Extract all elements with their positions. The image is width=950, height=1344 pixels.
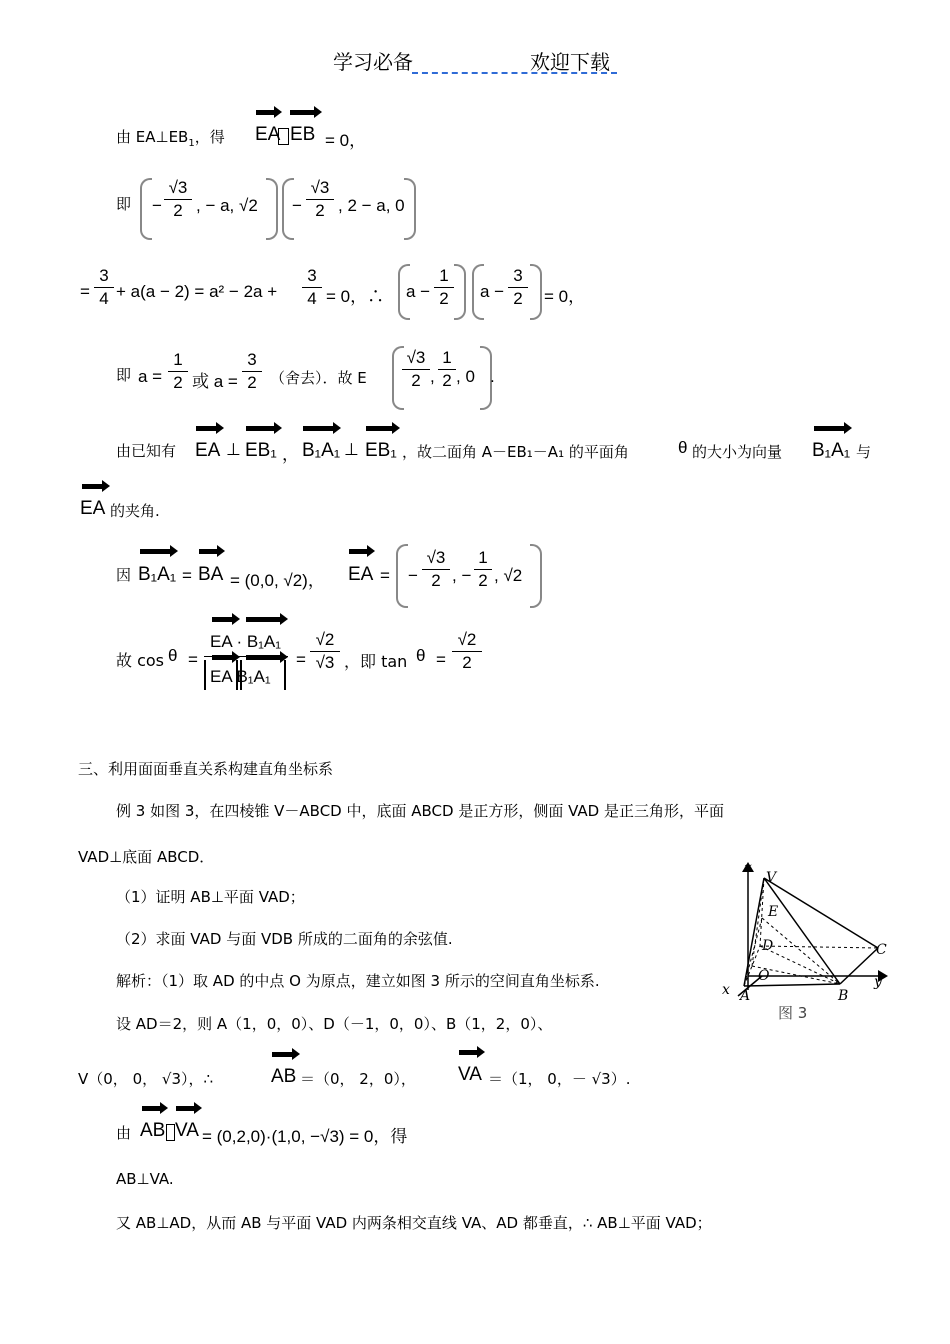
sol4-tail: = (0,2,0)·(1,0, −√3) = 0，得 [202, 1127, 408, 1146]
l5-comma: ， [282, 445, 299, 464]
l6-vec: EA [80, 498, 106, 519]
figure-caption: 图 3 [778, 1004, 808, 1022]
l4-frac1: 1 2 [168, 350, 188, 393]
l7-m: − [408, 566, 418, 585]
l5-perp1: ⊥ [226, 440, 241, 459]
paren-right [530, 544, 542, 608]
l7-vec3: EA [348, 564, 374, 585]
l7-eq2: = [380, 566, 390, 585]
l7-frac1: √3 2 [422, 548, 450, 591]
l4-frac3: √3 2 [402, 348, 430, 391]
l8-den: EA B₁A₁ [210, 667, 271, 686]
vector-arrow [459, 1050, 479, 1055]
comma: , [430, 367, 435, 386]
l5-vec3: B₁A₁ [302, 440, 341, 461]
label-x: x [722, 982, 730, 998]
l3-frac4: 3 2 [508, 266, 528, 309]
l5-text2: 的大小为向量 [692, 443, 783, 461]
l2-frac1: √3 2 [164, 178, 192, 221]
l2-frag3: − [292, 196, 302, 215]
l5-vec2: EB₁ [245, 440, 277, 461]
l7-val: = (0,0, √2)， [230, 571, 325, 590]
l1-vec1: EA [255, 124, 281, 145]
label-y: y [874, 974, 882, 990]
vector-arrow [256, 110, 276, 115]
solution-text: AB⊥VA. [116, 1170, 174, 1188]
l3-end: = 0， [544, 287, 586, 306]
l4-end: . [490, 367, 495, 386]
l3-p1: a − [406, 282, 431, 301]
l7-end: , √2 [494, 566, 523, 585]
l5-prefix: 由已知有 [116, 442, 177, 460]
l6-text: 的夹角. [110, 502, 160, 520]
solution-text: 解析：（1）取 AD 的中点 O 为原点，建立如图 3 所示的空间直角坐标系. [116, 972, 600, 990]
l4-zero: , 0 [456, 367, 475, 386]
vector-arrow [303, 426, 335, 431]
l8-theta: θ [168, 646, 178, 665]
l3-frac2: 3 4 [302, 266, 322, 309]
header-divider [412, 72, 617, 74]
l2-frac2: √3 2 [306, 178, 334, 221]
l4-frac2: 3 2 [242, 350, 262, 393]
vector-arrow [349, 549, 369, 554]
label-B: B [838, 988, 849, 1004]
l2-frag4: , 2 − a, 0 [338, 196, 405, 215]
paren-right [266, 178, 278, 240]
abs-bar [204, 660, 206, 690]
l4-prefix: 即 [116, 366, 132, 384]
l8-mid: ，即 tan [344, 652, 408, 671]
label-z: z [744, 860, 752, 876]
l7-vec2: BA [198, 564, 224, 585]
paren-left [396, 544, 408, 608]
label-D: D [762, 938, 774, 954]
l5-theta: θ [678, 438, 688, 457]
label-E: E [768, 904, 779, 920]
l8-num: EA · B₁A₁ [210, 632, 281, 651]
label-C: C [876, 942, 887, 958]
paren-right [530, 264, 542, 320]
solution-text: 设 AD＝2，则 A（1，0，0）、D（－1，0，0）、B（1，2，0）、 [116, 1015, 553, 1033]
label-A: A [740, 988, 751, 1004]
l4-note: （舍去）．故 E [270, 369, 367, 387]
l4-a1: a = [138, 367, 163, 386]
l3-p2: a − [480, 282, 505, 301]
l8-frac: √2 √3 [310, 630, 340, 673]
vector-arrow [246, 655, 282, 660]
vector-arrow [82, 484, 104, 489]
dot-box [278, 128, 289, 145]
vector-arrow [246, 617, 282, 622]
solution-text: ＝（0， 2，0）， [300, 1070, 416, 1088]
paren-right [404, 178, 416, 240]
vector-arrow [814, 426, 846, 431]
l8-theta2: θ [416, 646, 426, 665]
l8-eq3: = [436, 650, 446, 669]
paren-right [454, 264, 466, 320]
example-text: 例 3 如图 3，在四棱锥 V－ABCD 中，底面 ABCD 是正方形，侧面 VAD 是正三角形，平面 [116, 802, 725, 820]
pyramid-figure [718, 858, 898, 1028]
l1-vec2: EB [290, 124, 316, 145]
l7-frac2: 1 2 [474, 548, 492, 591]
section-heading: 三、利用面面垂直关系构建直角坐标系 [78, 760, 334, 778]
l1-prefix: 由 $EA\perp EB_1$，得 [116, 128, 225, 149]
l2-prefix: 即 [116, 195, 132, 213]
l5-vec5: B₁A₁ [812, 440, 851, 461]
l2-frag1: − [152, 196, 162, 215]
l2-frag2: , − a, √2 [196, 196, 258, 215]
l1-tail: = 0， [325, 131, 367, 150]
label-O: O [758, 968, 770, 984]
question-2: （2）求面 VAD 与面 VDB 所成的二面角的余弦值. [116, 930, 453, 948]
l5-perp2: ⊥ [344, 440, 359, 459]
l5-text: ，故二面角 A－EB₁－A₁ 的平面角 [402, 443, 629, 461]
question-1: （1）证明 AB⊥平面 VAD； [116, 888, 305, 906]
vector-arrow [366, 426, 394, 431]
sol4-vec2: VA [175, 1120, 199, 1141]
vector-arrow [196, 426, 218, 431]
l4-or: 或 a = [192, 372, 238, 391]
header-right: 欢迎下载 [530, 50, 610, 74]
vector-arrow [212, 655, 234, 660]
vector-arrow [246, 426, 276, 431]
l3-tail: = 0，∴ [326, 287, 385, 306]
l7-m2: , − [452, 566, 472, 585]
paren-left [140, 178, 152, 240]
l8-frac2: √2 2 [452, 630, 482, 673]
label-V: V [766, 870, 777, 886]
vector-arrow [212, 617, 234, 622]
l3-frac3: 1 2 [434, 266, 454, 309]
solution-text: V（0， 0， √3），∴ [78, 1070, 214, 1088]
l3-eq: = [80, 282, 90, 301]
sol4-prefix: 由 [116, 1124, 132, 1142]
vector-arrow [140, 549, 172, 554]
l5-vec4: EB₁ [365, 440, 397, 461]
sol4-vec1: AB [140, 1120, 166, 1141]
l7-prefix: 因 [116, 566, 132, 584]
l8-eq2: = [296, 650, 306, 669]
solution-text: 又 AB⊥AD，从而 AB 与平面 VAD 内两条相交直线 VA、AD 都垂直，∴ AB⊥平面 VAD； [116, 1214, 712, 1232]
l8-eq: = [188, 650, 198, 669]
header-left: 学习必备 [333, 50, 413, 74]
sol3-vec2: VA [458, 1064, 482, 1085]
l3-mid: + a(a − 2) = a² − 2a + [116, 282, 278, 301]
abs-bar [284, 660, 286, 690]
vector-arrow [176, 1106, 196, 1111]
l5-with: 与 [856, 443, 872, 461]
dot-box [166, 1124, 175, 1141]
solution-text: ＝（1， 0，－ √3）. [488, 1070, 631, 1088]
l7-eq: = [182, 566, 192, 585]
vector-arrow [290, 110, 316, 115]
l7-vec1: B₁A₁ [138, 564, 177, 585]
l4-frac4: 1 2 [438, 348, 456, 391]
vector-arrow [142, 1106, 162, 1111]
example-text: VAD⊥底面 ABCD． [78, 848, 215, 866]
vector-arrow [272, 1052, 294, 1057]
l3-frac1: 3 4 [94, 266, 114, 309]
sol3-vec1: AB [271, 1066, 297, 1087]
l5-vec1: EA [195, 440, 221, 461]
l8-prefix: 故 cos [116, 651, 165, 670]
vector-arrow [199, 549, 219, 554]
